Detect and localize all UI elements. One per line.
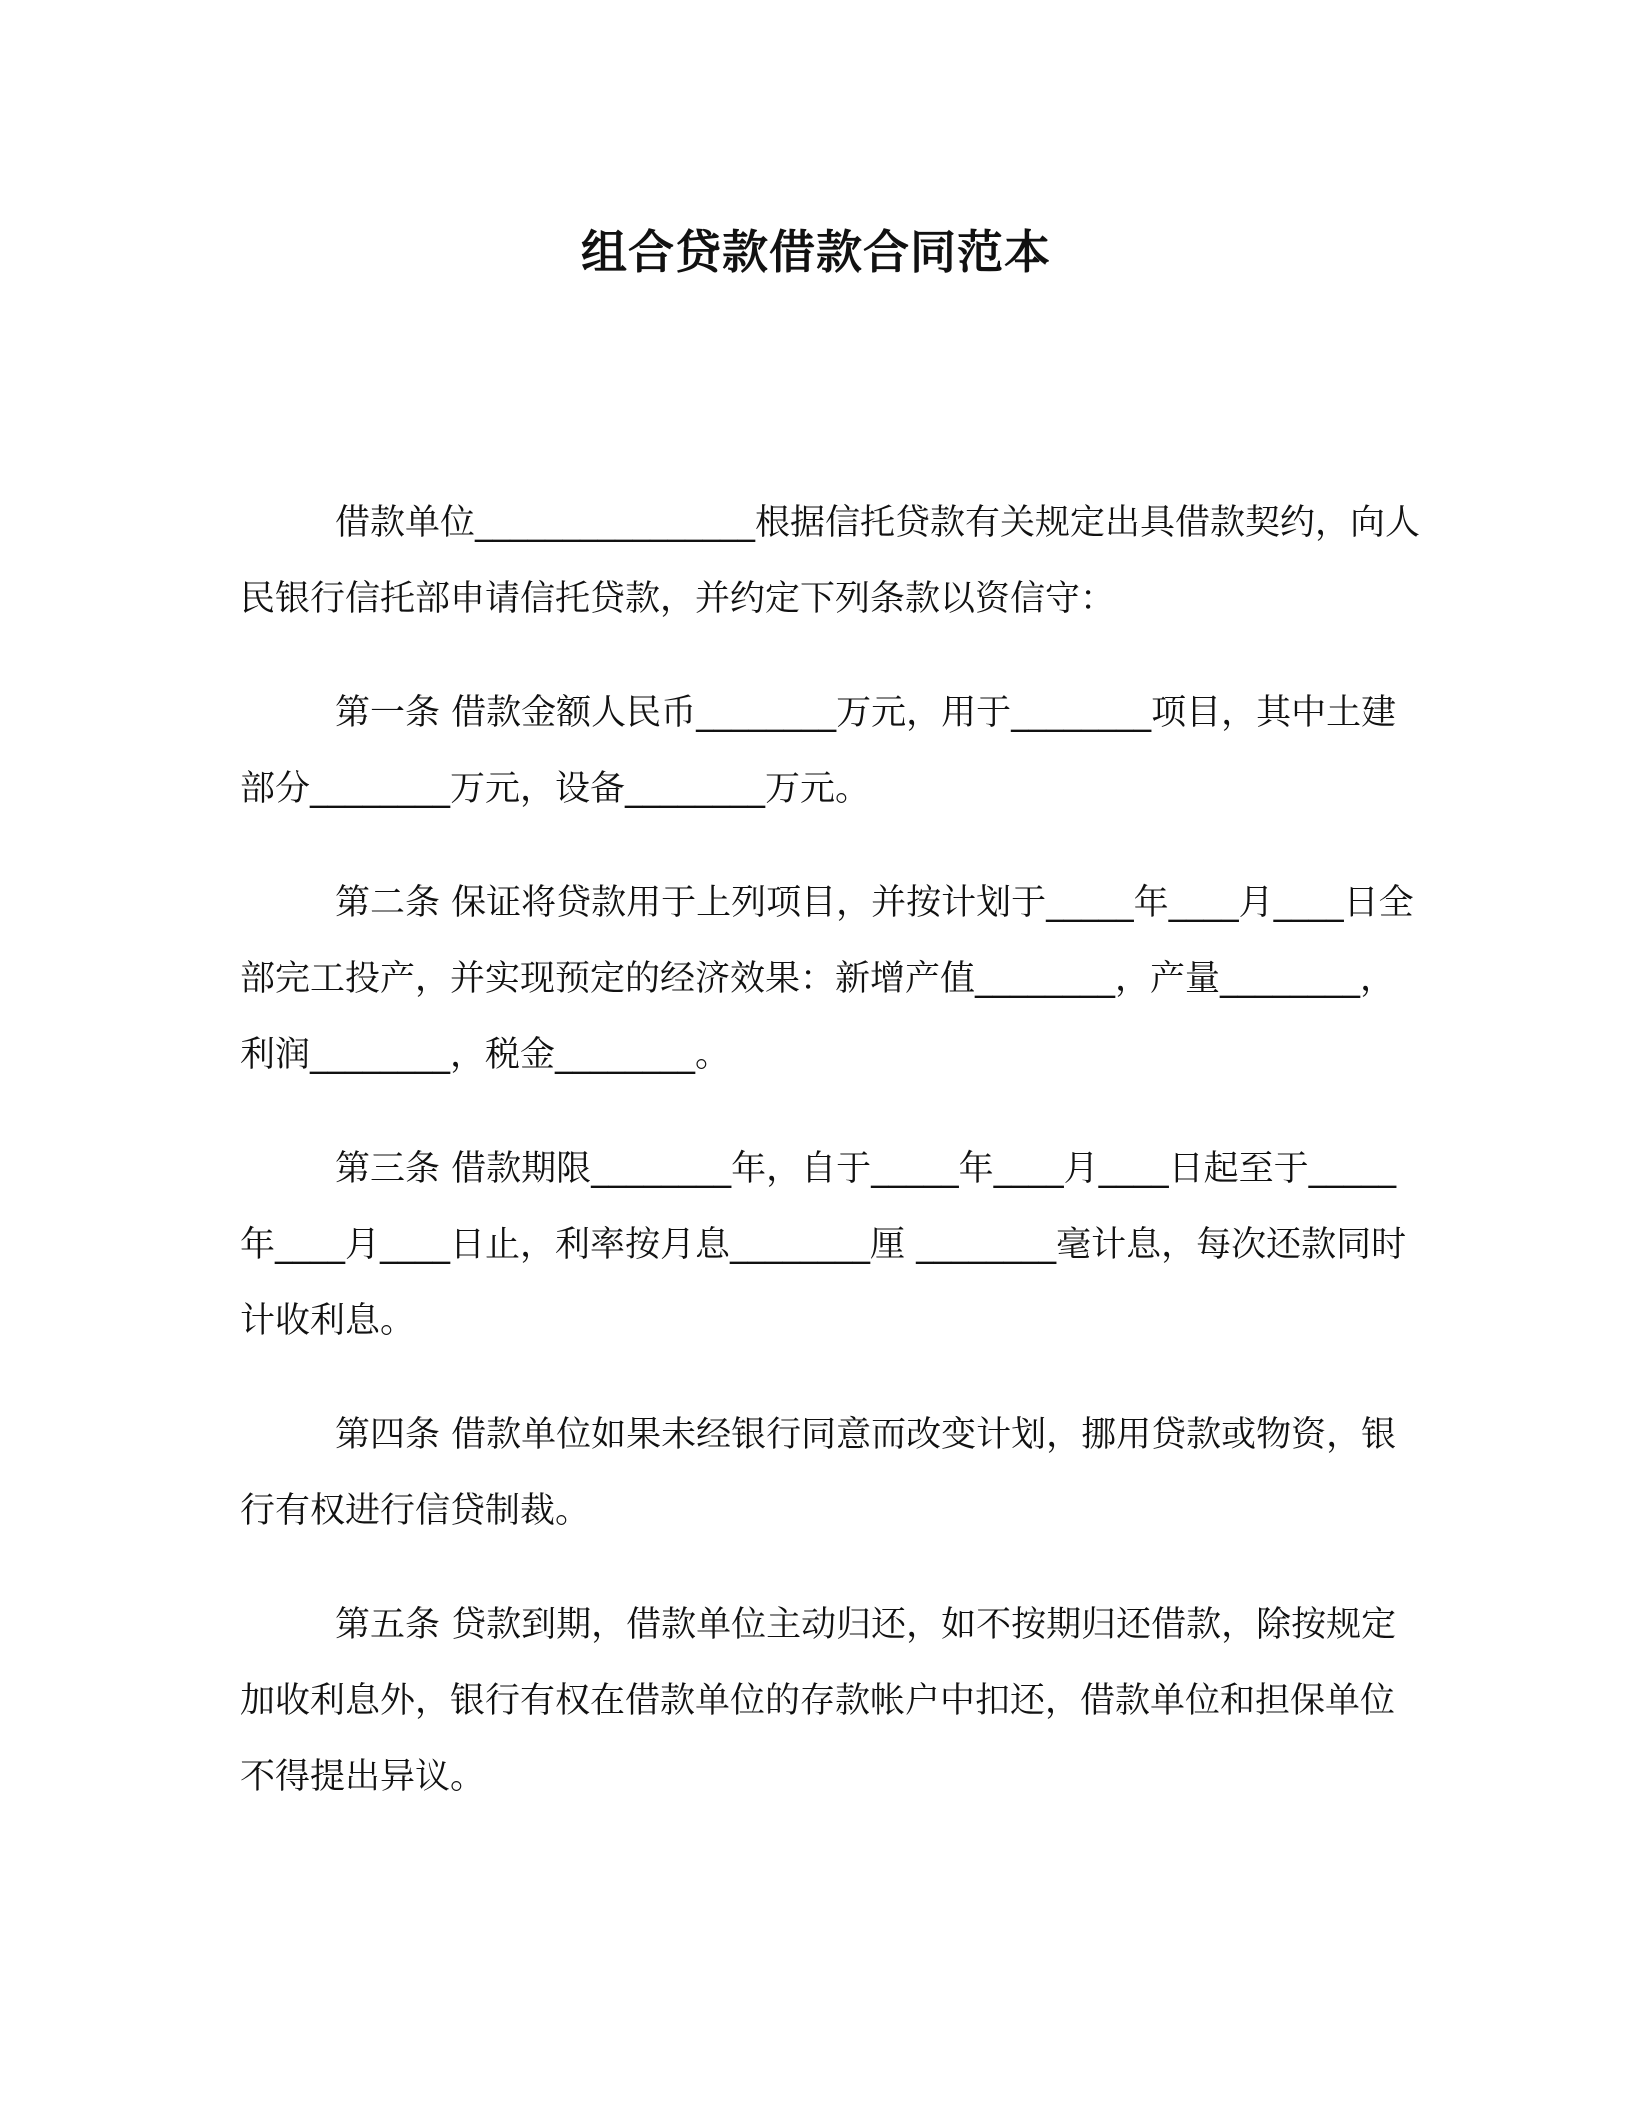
paragraph-article-1: [240, 675, 1420, 827]
paragraph-article-2-text: 第二条 保证将贷款用于上列项目，并按计划于_____年____月____日全部完工投产，并实现预定的经济效果：新增产值________，产量________，利润________，税金________。: [240, 883, 1414, 1075]
paragraph-article-4-text: 第四条 借款单位如果未经银行同意而改变计划，挪用贷款或物资，银行有权进行信贷制裁。: [240, 1415, 1397, 1531]
paragraph-article-5-text: 第五条 贷款到期，借款单位主动归还，如不按期归还借款，除按规定加收利息外，银行有权在借款单位的存款帐户中扣还，借款单位和担保单位不得提出异议。: [240, 1605, 1397, 1797]
paragraph-article-3-text: 第三条 借款期限________年，自于_____年____月____日起至于_____年____月____日止，利率按月息________厘 ________毫计息，每次还款同时计收利息。: [240, 1149, 1407, 1341]
paragraph-article-3: [240, 1131, 1420, 1359]
paragraph-article-2: [240, 865, 1420, 1093]
paragraph-article-4: [240, 1397, 1420, 1549]
document-title: 组合贷款借款合同范本: [581, 225, 1051, 279]
paragraph-intro: [240, 485, 1420, 637]
paragraph-article-5: [240, 1587, 1420, 1815]
document-body: [240, 485, 1420, 1853]
paragraph-article-1-text: 第一条 借款金额人民币________万元，用于________项目，其中土建部分________万元，设备________万元。: [240, 693, 1397, 809]
paragraph-intro-text: 借款单位________________根据信托贷款有关规定出具借款契约，向人民银行信托部申请信托贷款，并约定下列条款以资信守：: [240, 503, 1421, 619]
